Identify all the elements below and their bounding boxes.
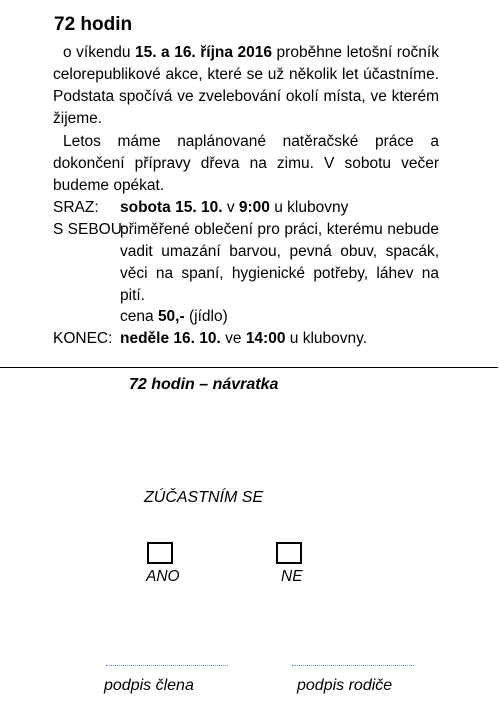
konec-day: neděle 16. 10. (120, 330, 221, 347)
sebou-label: S SEBOU: (53, 221, 127, 238)
konec-label: KONEC: (53, 330, 113, 347)
sraz-day: sobota 15. 10. (120, 199, 223, 216)
yes-label: ANO (146, 568, 180, 585)
sebou-row (53, 219, 439, 307)
member-signature-label: podpis člena (104, 677, 194, 694)
cena-amount: 50,- (157, 308, 185, 325)
cena-line (120, 306, 228, 328)
konec-time: 14:00 (245, 330, 286, 347)
konec-place: u klubovny. (289, 330, 368, 347)
member-signature-line[interactable] (106, 665, 228, 666)
sraz-label: SRAZ: (53, 199, 99, 216)
konec-row (53, 328, 483, 350)
intro-lead: o víkendu (63, 44, 131, 61)
event-dates: 15. a 16. října 2016 (134, 44, 273, 61)
intro-rest: proběhne letošní ročník celorepublikové akce, které se už několik let účastníme. Podstata spočívá ve zvelebování okolí místa, ve kterém žijeme. (53, 44, 439, 127)
sraz-row (53, 197, 483, 219)
cut-line-divider (0, 367, 498, 368)
return-slip-title: 72 hodin – návratka (129, 376, 279, 393)
no-checkbox[interactable] (276, 542, 302, 564)
konec-at: ve (225, 330, 242, 347)
parent-signature-label: podpis rodiče (297, 677, 393, 694)
sebou-text: přiměřené oblečení pro práci, kterému nebude vadit umazání barvou, pevná obuv, spacák, věci na spaní, hygienické potřeby, láhev na pití. (120, 221, 439, 304)
yes-checkbox[interactable] (147, 542, 173, 564)
sraz-value (120, 197, 483, 219)
page-title: 72 hodin (54, 14, 133, 35)
sraz-place: u klubovny (274, 199, 349, 216)
konec-value (120, 328, 483, 350)
sraz-at: v (226, 199, 235, 216)
cena-label: cena (120, 308, 154, 325)
intro-paragraph (53, 42, 439, 130)
participation-question: ZÚČASTNÍM SE (144, 489, 264, 506)
parent-signature-line[interactable] (292, 665, 414, 666)
plans-paragraph (53, 131, 439, 197)
sraz-time: 9:00 (238, 199, 270, 216)
no-label: NE (281, 568, 303, 585)
cena-note: (jídlo) (188, 308, 228, 325)
plans-text: Letos máme naplánované natěračské práce a dokončení přípravy dřeva na zimu. V sobotu večer budeme opékat. (53, 133, 439, 194)
